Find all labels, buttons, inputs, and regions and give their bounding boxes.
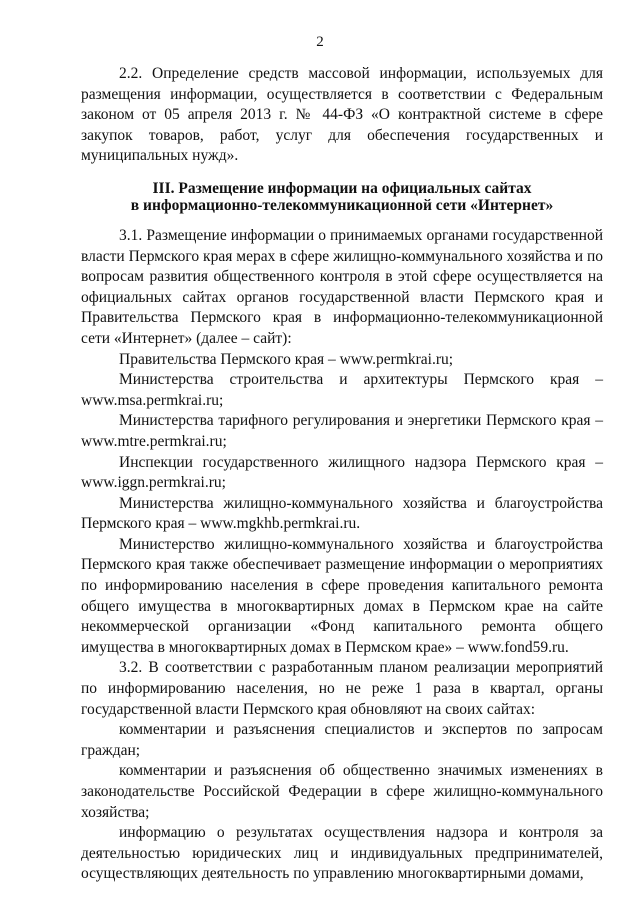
site-item: Министерства тарифного регулирования и энергетики Пермского края – www.mtre.permkrai.ru; xyxy=(81,412,603,450)
site-item: Министерства строительства и архитектуры Пермского края – www.msa.permkrai.ru; xyxy=(81,371,603,409)
paragraph-3-2: 3.2. В соответствии с разработанным планом реализации мероприятий по информированию населения, но не реже 1 раза в квартал, органы государственной власти Пермского края обновляют на своих сайтах: xyxy=(81,659,603,718)
paragraph-2-2: 2.2. Определение средств массовой информации, используемых для размещения информации, осуществляется в соответствии с Федеральным законом от 05 апреля 2013 г. № 44-ФЗ «О контрактной системе в сфере закупок товаров, работ, услуг для обеспечения государственных и муниципальных нужд». xyxy=(81,65,603,165)
site-item: Правительства Пермского края – www.permkrai.ru; xyxy=(119,350,454,368)
paragraph-fund: Министерство жилищно-коммунального хозяйства и благоустройства Пермского края также обеспечивает размещение информации о мероприятиях по информированию населения в сфере проведения капитального ремонта общего имущества в многоквартирных домах в Пермском крае на сайте некоммерческой организации «Фонд капитального ремонта общего имущества в многоквартирных домах в Пермском крае» – www.fond59.ru. xyxy=(81,535,603,656)
section-heading xyxy=(81,180,603,214)
list-item: комментарии и разъяснения об общественно значимых изменениях в законодательстве Российской Федерации в сфере жилищно-коммунального хозяйства; xyxy=(81,762,603,821)
list-item: комментарии и разъяснения специалистов и экспертов по запросам граждан; xyxy=(81,721,603,759)
site-item: Инспекции государственного жилищного надзора Пермского края – www.iggn.permkrai.ru; xyxy=(81,453,603,492)
list-item: информацию о результатах осуществления надзора и контроля за деятельностью юридических лиц и индивидуальных предпринимателей, осуществляющих деятельность по управлению многоквартирными домами, xyxy=(81,824,603,883)
page-number: 2 xyxy=(316,34,324,50)
section-heading-line1: III. Размещение информации на официальных сайтах xyxy=(152,179,532,197)
document-body xyxy=(81,64,603,885)
paragraph-3-1: 3.1. Размещение информации о принимаемых органами государственной власти Пермского края мерах в сфере жилищно-коммунального хозяйства и по вопросам развития общественного контроля в этой сфере осуществляется на официальных сайтах органов государственной власти Пермского края и Правительства Пермского края в информационно-телекоммуникационной сети «Интернет» (далее – сайт): xyxy=(81,226,603,347)
site-item: Министерства жилищно-коммунального хозяйства и благоустройства Пермского края – www.mgkhb.permkrai.ru. xyxy=(81,494,603,533)
section-heading-line2: в информационно-телекоммуникационной сети «Интернет» xyxy=(130,196,554,214)
